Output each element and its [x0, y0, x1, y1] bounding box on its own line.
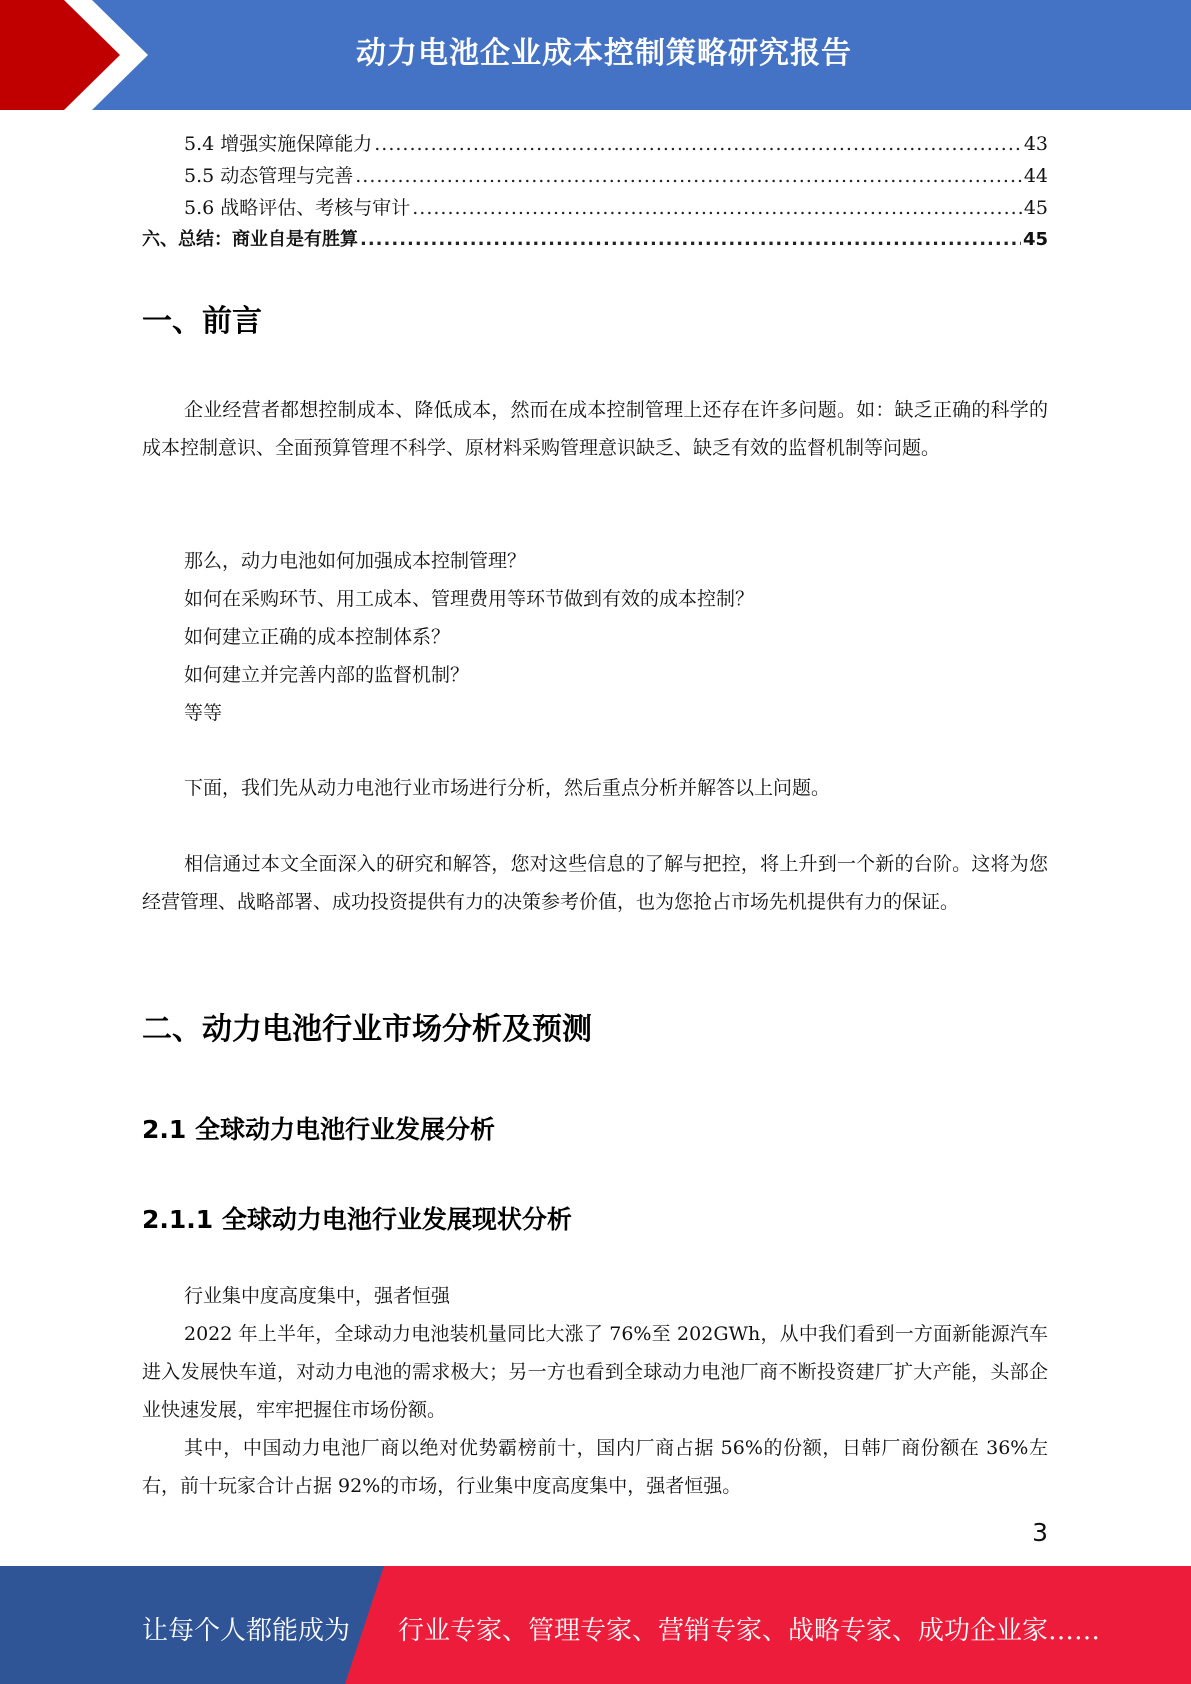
report-title: 动力电池企业成本控制策略研究报告 — [356, 36, 852, 71]
toc-entry[interactable] — [142, 160, 1048, 192]
footer-slogan-left: 让每个人都能成为 — [142, 1616, 351, 1646]
preface-paragraph-1: 企业经营者都想控制成本、降低成本，然而在成本控制管理上还存在许多问题。如：缺乏正确的科学的成本控制意识、全面预算管理不科学、原材料采购管理意识缺乏、缺乏有效的监督机制等问题。 — [142, 399, 1048, 459]
toc-entry-page: 45 — [1023, 197, 1048, 219]
subsection-heading-2-1: 2.1 全球动力电池行业发展分析 — [142, 1115, 495, 1144]
preface-question: 如何建立并完善内部的监督机制？ — [184, 664, 470, 686]
toc-entry-page: 45 — [1022, 229, 1048, 250]
toc-leader-dots — [412, 192, 1022, 224]
preface-question: 如何在采购环节、用工成本、管理费用等环节做到有效的成本控制？ — [184, 588, 755, 610]
toc-leader-dots — [360, 224, 1021, 256]
preface-paragraph-2: 下面，我们先从动力电池行业市场进行分析，然后重点分析并解答以上问题。 — [184, 777, 831, 799]
toc-entry-label: 5.4 增强实施保障能力 — [184, 133, 373, 155]
toc-entry-label: 5.5 动态管理与完善 — [184, 165, 354, 187]
page-footer — [0, 1566, 1191, 1684]
toc-entry-page: 43 — [1023, 133, 1048, 155]
preface-question: 如何建立正确的成本控制体系？ — [184, 626, 451, 648]
toc-leader-dots — [355, 160, 1022, 192]
subsection-heading-2-1-1: 2.1.1 全球动力电池行业发展现状分析 — [142, 1205, 572, 1234]
analysis-paragraph-2: 其中，中国动力电池厂商以绝对优势霸榜前十，国内厂商占据 56%的份额，日韩厂商份额在 36%左右，前十玩家合计占据 92%的市场，行业集中度高度集中，强者恒强。 — [142, 1437, 1048, 1497]
preface-paragraph-3: 相信通过本文全面深入的研究和解答，您对这些信息的了解与把控，将上升到一个新的台阶。这将为您经营管理、战略部署、成功投资提供有力的决策参考价值，也为您抢占市场先机提供有力的保证。 — [142, 853, 1048, 913]
section-heading-market-analysis: 二、动力电池行业市场分析及预测 — [142, 1012, 592, 1047]
preface-question: 等等 — [184, 702, 223, 724]
analysis-paragraph-1: 2022 年上半年，全球动力电池装机量同比大涨了 76%至 202GWh，从中我们看到一方面新能源汽车进入发展快车道，对动力电池的需求极大；另一方也看到全球动力电池厂商不断投资建厂扩大产能，头部企业快速发展，牢牢把握住市场份额。 — [142, 1323, 1048, 1421]
page-header — [0, 0, 1191, 110]
footer-slogan-right: 行业专家、管理专家、营销专家、战略专家、成功企业家…… — [398, 1616, 1101, 1646]
toc-leader-dots — [374, 128, 1022, 160]
toc-entry[interactable] — [142, 192, 1048, 224]
toc-entry[interactable] — [142, 224, 1048, 256]
toc-entry-page: 44 — [1023, 165, 1048, 187]
toc-entry-label: 六、总结：商业自是有胜算 — [142, 229, 358, 250]
toc-entry-label: 5.6 战略评估、考核与审计 — [184, 197, 411, 219]
page-number: 3 — [1032, 1518, 1048, 1547]
analysis-lead-line: 行业集中度高度集中，强者恒强 — [184, 1285, 451, 1307]
table-of-contents — [142, 128, 1048, 256]
section-heading-preface: 一、前言 — [142, 304, 262, 339]
toc-entry[interactable] — [142, 128, 1048, 160]
preface-question: 那么，动力电池如何加强成本控制管理？ — [184, 550, 527, 572]
